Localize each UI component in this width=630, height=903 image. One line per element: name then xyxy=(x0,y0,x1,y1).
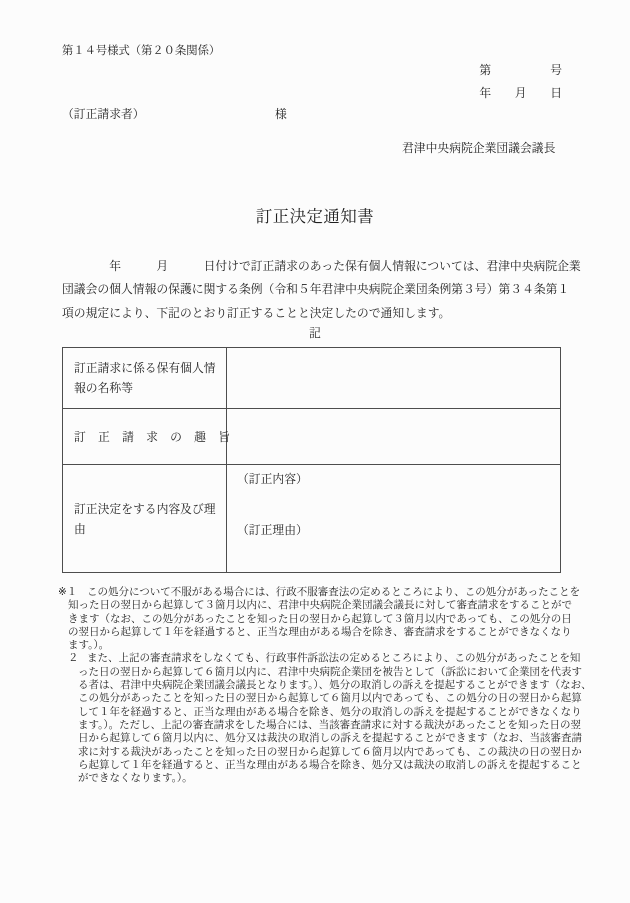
table-row-1-value xyxy=(227,348,560,409)
table-row-1-label: 訂正請求に係る保有個人情報の名称等 xyxy=(63,348,227,409)
ki-marker: 記 xyxy=(309,326,321,340)
addressee-honorific: 様 xyxy=(275,107,287,121)
text-line: 団議会の個人情報の保護に関する条例（令和５年君津中央病院企業団条例第３号）第３４条第１ xyxy=(62,282,570,297)
text-line: ができなくなります。）。 xyxy=(78,773,193,785)
addressee-label: （訂正請求者） xyxy=(62,107,145,121)
note-2 xyxy=(0,652,630,785)
table-row-2-label xyxy=(63,409,230,465)
text-line: この処分について不服がある場合には、行政不服審査法の定めるところにより、この処分があったことを xyxy=(87,587,581,598)
correction-reason-heading: （訂正理由） xyxy=(237,523,308,537)
text-line: ます。）。ただし、上記の審査請求をした場合には、当該審査請求に対する裁決があったことを知った日の翌 xyxy=(78,719,582,731)
text-line: きます（なお、この処分があったことを知った日の翌日から起算して３箇月以内であっても、この処分の日 xyxy=(68,613,572,625)
text-line: ら起算して１年を経過すると、正当な理由がある場合を除き、処分又は裁決の取消しの訴えを提起すること xyxy=(78,759,582,771)
notes-section xyxy=(0,586,630,785)
document-title: 訂正決定通知書 xyxy=(255,207,375,226)
date-blank: 年 月 日 xyxy=(479,86,562,100)
form-number: 第１４号様式（第２０条関係） xyxy=(62,45,221,57)
body-paragraph xyxy=(62,255,581,325)
table-row-2-label-text: 訂正請求の趣旨 xyxy=(74,429,230,444)
text-line: 年 月 日付けで訂正請求のあった保有個人情報については、君津中央病院企業 xyxy=(62,259,581,273)
text-line: 知った日の翌日から起算して３箇月以内に、君津中央病院企業団議会議長に対して審査請求をすることがで xyxy=(68,600,572,612)
text-line: して１年を経過すると、正当な理由がある場合を除き、処分の取消しの訴えを提起することができなくなり xyxy=(78,706,582,718)
note-2-marker: ２ xyxy=(68,653,79,665)
text-line: 項の規定により、下記のとおり訂正することと決定したので通知します。 xyxy=(62,305,451,320)
text-line: ます。）。 xyxy=(68,640,110,652)
correction-content-heading: （訂正内容） xyxy=(237,472,308,486)
text-line: の翌日から起算して１年を経過すると、正当な理由がある場合を除き、審査請求をすることができなくなり xyxy=(68,626,572,638)
note-1-text xyxy=(0,586,630,652)
note-1 xyxy=(0,586,630,652)
document-number-blank: 第 号 xyxy=(479,63,562,77)
sender-name: 君津中央病院企業団議会議長 xyxy=(402,141,556,155)
text-line: 日から起算して６箇月以内に、処分又は裁決の取消しの訴えを提起することができます（なお、当該審査請 xyxy=(78,733,582,745)
text-line: この処分があったことを知った日の翌日から起算して６箇月以内であっても、この処分の日の翌日から起算 xyxy=(78,693,582,705)
text-line: また、上記の審査請求をしなくても、行政事件訴訟法の定めるところにより、この処分があったことを知 xyxy=(87,653,581,665)
text-line: った日の翌日から起算して６箇月以内に、君津中央病院企業団を被告として（訴訟において企業団を代表す xyxy=(78,666,582,678)
table-row-2-value xyxy=(227,409,560,465)
text-line: る者は、君津中央病院企業団議会議長となります。）、処分の取消しの訴えを提起することができます（なお、 xyxy=(78,680,592,692)
text-line: 求に対する裁決があったことを知った日の翌日から起算して６箇月以内であっても、この裁決の日の翌日か xyxy=(78,746,582,758)
table-row-3-value xyxy=(227,465,560,572)
note-2-text xyxy=(0,652,630,785)
table-row-3-label: 訂正決定をする内容及び理由 xyxy=(63,465,227,572)
decision-table xyxy=(62,347,561,573)
note-1-marker: ※１ xyxy=(58,587,78,598)
